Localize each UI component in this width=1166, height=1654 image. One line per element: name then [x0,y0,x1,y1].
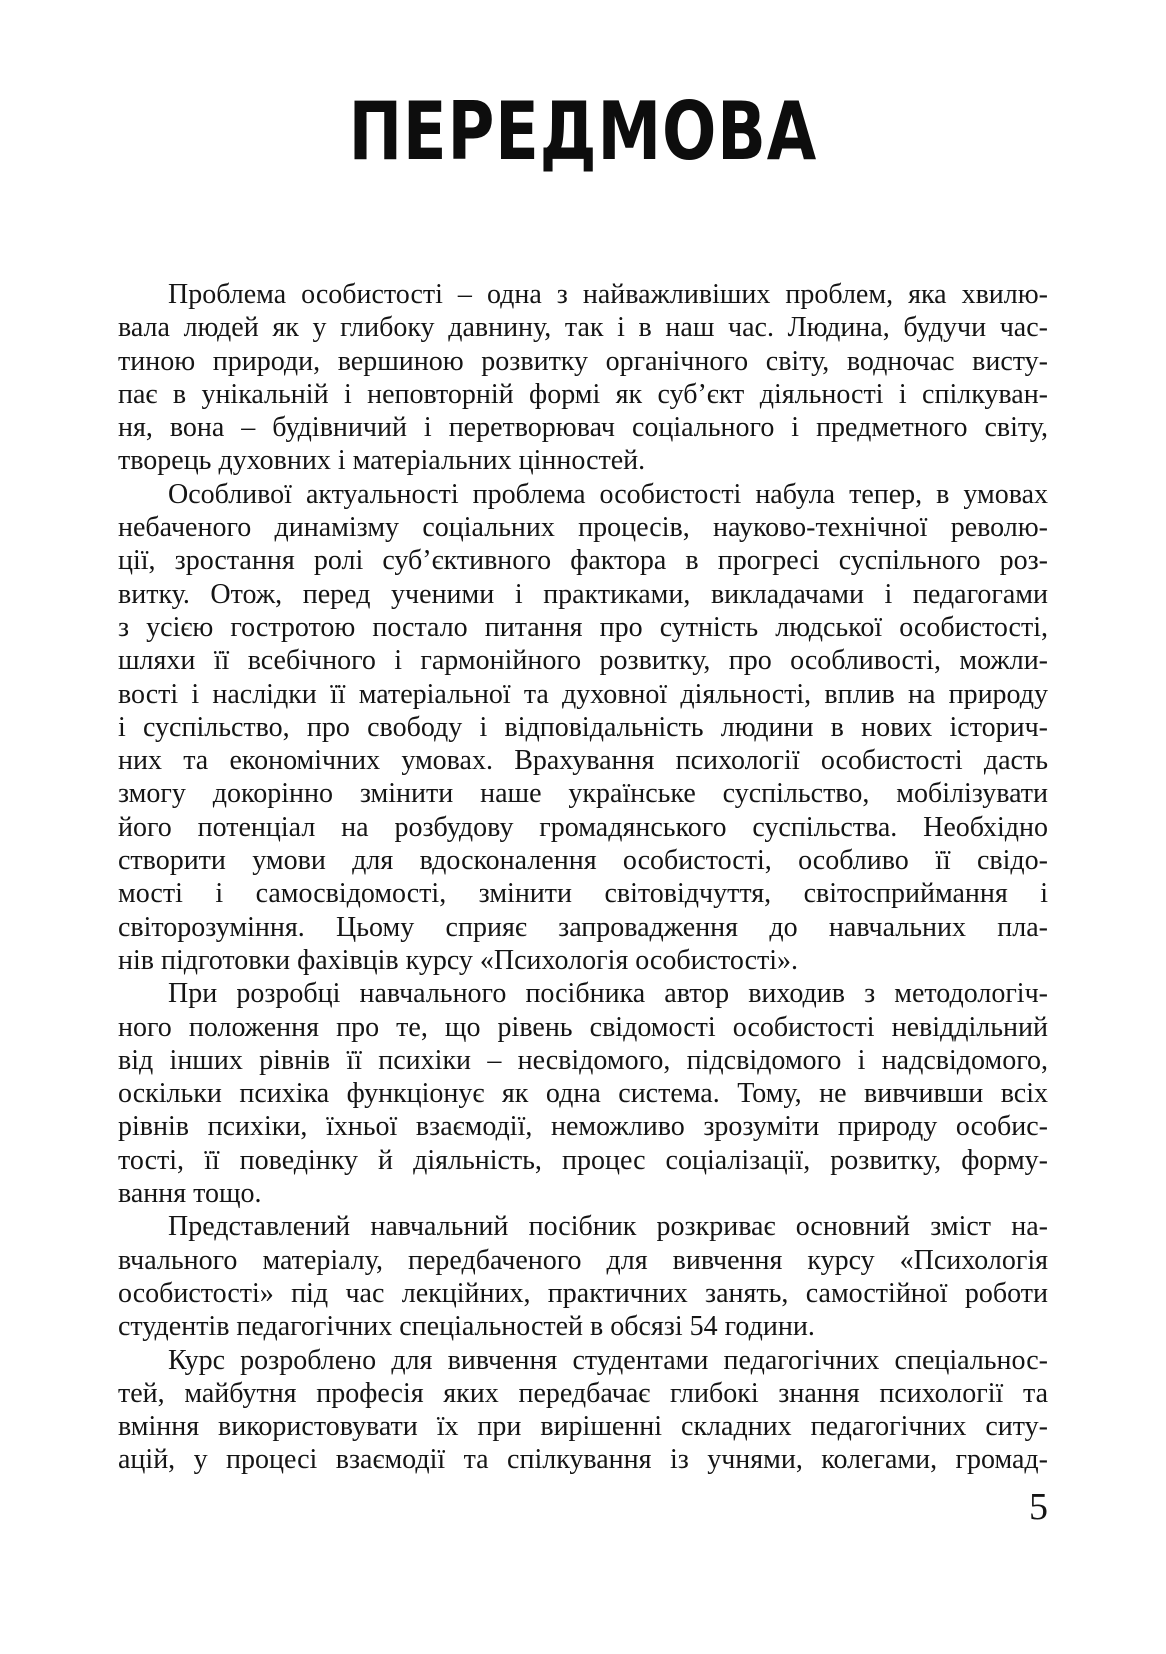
text-line: Представлений навчальний посібник розкриває основний зміст на- [168,1211,1048,1243]
text-line: них та економічних умовах. Врахування психології особистості дасть [118,745,1048,777]
body-text [118,278,1048,1477]
page-title: ПЕРЕДМОВА [348,85,818,178]
text-line: тості, її поведінку й діяльність, процес соціалізації, розвитку, форму- [118,1144,1048,1176]
text-line: вання тощо. [118,1178,262,1210]
text-line: змогу докорінно змінити наше українське суспільство, мобілізувати [118,778,1048,810]
text-line: оскільки психіка функціонує як одна система. Тому, не вивчивши всіх [118,1078,1048,1110]
text-line: від інших рівнів її психіки – несвідомого, підсвідомого і надсвідомого, [118,1044,1048,1076]
text-line: з усією гостротою постало питання про сутність людської особистості, [118,611,1048,643]
text-line: Курс розроблено для вивчення студентами педагогічних спеціальнос- [168,1344,1048,1376]
text-line: творець духовних і матеріальних цінностей. [118,445,646,477]
text-line: пає в унікальній і неповторній формі як суб’єкт діяльності і спілкуван- [118,378,1048,410]
text-line: тей, майбутня професія яких передбачає глибокі знання психології та [118,1377,1048,1409]
text-line: мості і самосвідомості, змінити світовідчуття, світосприймання і [118,878,1048,910]
text-line: шляхи її всебічного і гармонійного розвитку, про особливості, можли- [118,645,1048,677]
text-line: світорозуміння. Цьому сприяє запровадження до навчальних пла- [118,911,1048,943]
text-line: особистості» під час лекційних, практичних занять, самостійної роботи [118,1277,1048,1309]
text-line: створити умови для вдосконалення особистості, особливо її свідо- [118,845,1048,877]
text-line: небаченого динамізму соціальних процесів, науково-технічної револю- [118,512,1048,544]
text-line: При розробці навчального посібника автор виходив з методологіч- [168,978,1048,1010]
text-line: рівнів психіки, їхньої взаємодії, неможливо зрозуміти природу особис- [118,1111,1048,1143]
text-line: вчального матеріалу, передбаченого для вивчення курсу «Психологія [118,1244,1048,1276]
text-line: його потенціал на розбудову громадянського суспільства. Необхідно [118,811,1048,843]
page-number: 5 [1029,1486,1048,1528]
text-line: ня, вона – будівничий і перетворювач соціального і предметного світу, [118,412,1048,444]
text-line: тиною природи, вершиною розвитку органічного світу, водночас висту- [118,345,1048,377]
text-line: вміння використовувати їх при вирішенні складних педагогічних ситу- [118,1411,1048,1443]
text-line: і суспільство, про свободу і відповідальність людини в нових історич- [118,711,1048,743]
text-line: ацій, у процесі взаємодії та спілкування із учнями, колегами, громад- [118,1444,1048,1476]
text-line: витку. Отож, перед ученими і практиками, викладачами і педагогами [118,578,1048,610]
text-line: ції, зростання ролі суб’єктивного фактора в прогресі суспільного роз- [118,545,1048,577]
text-line: вала людей як у глибоку давнину, так і в наш час. Людина, будучи час- [118,312,1048,344]
text-line: студентів педагогічних спеціальностей в обсязі 54 години. [118,1311,815,1343]
text-line: ного положення про те, що рівень свідомості особистості невіддільний [118,1011,1048,1043]
text-line: Проблема особистості – одна з найважливіших проблем, яка хвилю- [168,279,1048,310]
page-title-wrap [0,85,1166,178]
text-line: нів підготовки фахівців курсу «Психологія особистості». [118,944,799,976]
text-line: вості і наслідки її матеріальної та духовної діяльності, вплив на природу [118,678,1048,710]
text-line: Особливої актуальності проблема особистості набула тепер, в умовах [168,478,1048,510]
